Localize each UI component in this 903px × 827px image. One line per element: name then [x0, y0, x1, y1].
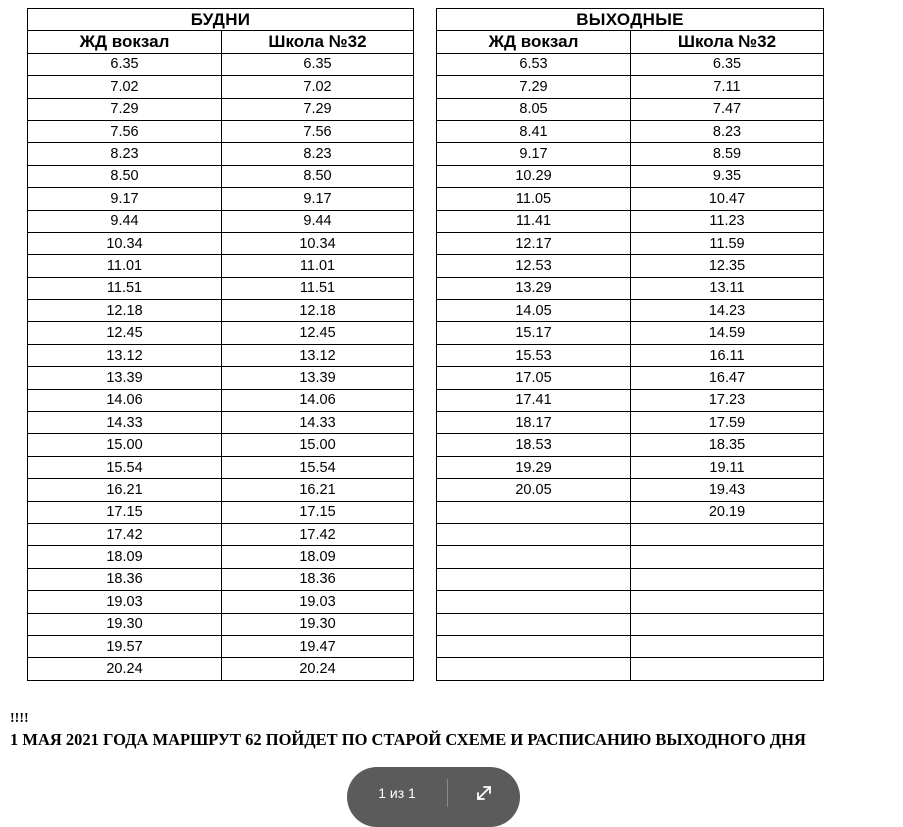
weekend-cell-station: 17.41 [437, 389, 631, 411]
notice-exclamation-marks: !!!! [10, 711, 29, 726]
weekdays-row [28, 300, 414, 322]
weekend-row [437, 120, 824, 142]
weekend-row [437, 501, 824, 523]
weekdays-cell-school: 14.06 [222, 389, 414, 411]
weekend-row [437, 591, 824, 613]
weekend-row [437, 479, 824, 501]
weekdays-cell-school: 13.39 [222, 367, 414, 389]
weekend-row [437, 76, 824, 98]
weekend-cell-station [437, 658, 631, 680]
fullscreen-button[interactable] [448, 767, 520, 819]
weekdays-cell-school: 9.44 [222, 210, 414, 232]
weekdays-cell-school: 8.23 [222, 143, 414, 165]
weekdays-cell-station: 8.23 [28, 143, 222, 165]
weekend-row [437, 143, 824, 165]
weekend-cell-school: 19.11 [631, 456, 824, 478]
weekdays-cell-school: 17.42 [222, 523, 414, 545]
weekend-cell-school: 19.43 [631, 479, 824, 501]
weekdays-row [28, 53, 414, 75]
weekend-cell-station: 8.05 [437, 98, 631, 120]
weekdays-cell-station: 12.45 [28, 322, 222, 344]
weekdays-row [28, 76, 414, 98]
weekdays-cell-station: 7.02 [28, 76, 222, 98]
weekend-row [437, 389, 824, 411]
weekdays-cell-station: 15.00 [28, 434, 222, 456]
notice-message: 1 МАЯ 2021 ГОДА МАРШРУТ 62 ПОЙДЕТ ПО СТАРОЙ СХЕМЕ И РАСПИСАНИЮ ВЫХОДНОГО ДНЯ [10, 730, 806, 749]
weekdays-cell-school: 11.01 [222, 255, 414, 277]
weekend-cell-station: 11.05 [437, 188, 631, 210]
weekend-cell-school [631, 568, 824, 590]
weekend-cell-school: 18.35 [631, 434, 824, 456]
weekend-row [437, 322, 824, 344]
weekend-cell-school: 8.23 [631, 120, 824, 142]
weekdays-cell-station: 10.34 [28, 232, 222, 254]
weekend-cell-station: 12.17 [437, 232, 631, 254]
weekdays-cell-station: 12.18 [28, 300, 222, 322]
weekend-cell-school: 9.35 [631, 165, 824, 187]
weekdays-cell-school: 15.54 [222, 456, 414, 478]
weekdays-col-station: ЖД вокзал [28, 31, 222, 53]
weekend-cell-station: 19.29 [437, 456, 631, 478]
weekdays-cell-school: 18.36 [222, 568, 414, 590]
schedule-change-notice [10, 712, 896, 749]
weekend-cell-station [437, 546, 631, 568]
weekdays-cell-station: 14.06 [28, 389, 222, 411]
weekend-cell-station [437, 591, 631, 613]
weekend-cell-station: 6.53 [437, 53, 631, 75]
weekdays-cell-station: 9.44 [28, 210, 222, 232]
weekend-row [437, 165, 824, 187]
weekdays-row [28, 613, 414, 635]
weekend-row [437, 98, 824, 120]
weekend-col-station: ЖД вокзал [437, 31, 631, 53]
weekdays-cell-school: 18.09 [222, 546, 414, 568]
weekdays-cell-school: 15.00 [222, 434, 414, 456]
weekend-cell-station: 20.05 [437, 479, 631, 501]
weekdays-cell-station: 7.56 [28, 120, 222, 142]
weekend-row [437, 277, 824, 299]
weekend-cell-school: 11.23 [631, 210, 824, 232]
weekend-cell-school: 14.59 [631, 322, 824, 344]
weekdays-cell-station: 18.36 [28, 568, 222, 590]
weekdays-cell-school: 7.02 [222, 76, 414, 98]
weekend-row [437, 232, 824, 254]
weekend-row [437, 188, 824, 210]
weekdays-row [28, 210, 414, 232]
weekend-cell-station: 10.29 [437, 165, 631, 187]
weekdays-row [28, 188, 414, 210]
weekdays-cell-station: 9.17 [28, 188, 222, 210]
weekdays-cell-school: 8.50 [222, 165, 414, 187]
weekdays-row [28, 255, 414, 277]
weekdays-cell-school: 19.03 [222, 591, 414, 613]
weekend-cell-school: 11.59 [631, 232, 824, 254]
weekdays-row [28, 344, 414, 366]
weekend-cell-school: 12.35 [631, 255, 824, 277]
weekend-cell-station: 7.29 [437, 76, 631, 98]
weekend-cell-school: 13.11 [631, 277, 824, 299]
weekend-cell-station [437, 523, 631, 545]
weekdays-cell-school: 20.24 [222, 658, 414, 680]
weekend-row [437, 635, 824, 657]
weekdays-cell-station: 13.12 [28, 344, 222, 366]
weekdays-row [28, 98, 414, 120]
weekend-cell-school [631, 658, 824, 680]
weekend-cell-school [631, 546, 824, 568]
weekdays-row [28, 523, 414, 545]
weekend-cell-school: 16.11 [631, 344, 824, 366]
weekend-cell-station: 18.17 [437, 412, 631, 434]
weekdays-cell-school: 10.34 [222, 232, 414, 254]
weekdays-row [28, 591, 414, 613]
weekend-row [437, 613, 824, 635]
weekend-cell-school: 14.23 [631, 300, 824, 322]
weekdays-cell-school: 12.18 [222, 300, 414, 322]
weekdays-cell-station: 6.35 [28, 53, 222, 75]
weekdays-cell-school: 9.17 [222, 188, 414, 210]
weekdays-cell-school: 17.15 [222, 501, 414, 523]
weekend-row [437, 546, 824, 568]
weekdays-row [28, 568, 414, 590]
weekend-cell-station: 8.41 [437, 120, 631, 142]
weekdays-cell-school: 16.21 [222, 479, 414, 501]
weekend-cell-station [437, 635, 631, 657]
weekend-row [437, 210, 824, 232]
weekend-row [437, 344, 824, 366]
weekend-cell-school: 7.47 [631, 98, 824, 120]
weekend-cell-station [437, 613, 631, 635]
weekend-cell-school: 10.47 [631, 188, 824, 210]
weekdays-row [28, 322, 414, 344]
weekend-title: ВЫХОДНЫЕ [437, 9, 824, 31]
weekend-row [437, 434, 824, 456]
weekdays-cell-station: 11.51 [28, 277, 222, 299]
weekdays-cell-station: 17.15 [28, 501, 222, 523]
weekend-row [437, 568, 824, 590]
weekend-schedule-table [436, 8, 824, 681]
weekend-row [437, 255, 824, 277]
weekdays-row [28, 232, 414, 254]
weekend-cell-school: 6.35 [631, 53, 824, 75]
weekend-cell-station: 17.05 [437, 367, 631, 389]
weekdays-cell-station: 19.57 [28, 635, 222, 657]
weekdays-cell-school: 14.33 [222, 412, 414, 434]
weekend-cell-school: 20.19 [631, 501, 824, 523]
weekend-row [437, 367, 824, 389]
weekend-cell-station [437, 501, 631, 523]
weekend-cell-school: 7.11 [631, 76, 824, 98]
weekend-cell-station: 15.53 [437, 344, 631, 366]
weekdays-row [28, 389, 414, 411]
weekend-col-school: Школа №32 [631, 31, 824, 53]
weekend-cell-school [631, 591, 824, 613]
weekend-row [437, 412, 824, 434]
weekdays-row [28, 277, 414, 299]
weekdays-cell-school: 19.47 [222, 635, 414, 657]
weekend-row [437, 456, 824, 478]
weekdays-cell-station: 7.29 [28, 98, 222, 120]
page-counter: 1 из 1 [378, 785, 416, 801]
weekend-cell-station: 13.29 [437, 277, 631, 299]
weekdays-row [28, 143, 414, 165]
weekend-cell-school: 16.47 [631, 367, 824, 389]
weekdays-row [28, 434, 414, 456]
weekdays-cell-station: 19.03 [28, 591, 222, 613]
weekdays-cell-station: 13.39 [28, 367, 222, 389]
weekdays-row [28, 456, 414, 478]
weekdays-row [28, 501, 414, 523]
weekdays-cell-station: 17.42 [28, 523, 222, 545]
weekdays-cell-school: 12.45 [222, 322, 414, 344]
weekdays-cell-station: 11.01 [28, 255, 222, 277]
weekend-cell-school [631, 635, 824, 657]
weekend-cell-station [437, 568, 631, 590]
document-viewer-toolbar [347, 767, 520, 827]
weekdays-cell-school: 7.29 [222, 98, 414, 120]
weekend-cell-school: 17.59 [631, 412, 824, 434]
weekend-cell-school [631, 613, 824, 635]
weekdays-row [28, 367, 414, 389]
weekend-cell-school: 8.59 [631, 143, 824, 165]
weekdays-row [28, 635, 414, 657]
expand-arrows-icon [474, 783, 494, 803]
weekdays-cell-station: 16.21 [28, 479, 222, 501]
weekdays-row [28, 120, 414, 142]
weekdays-row [28, 412, 414, 434]
weekdays-cell-school: 19.30 [222, 613, 414, 635]
weekdays-row [28, 165, 414, 187]
weekdays-cell-school: 13.12 [222, 344, 414, 366]
weekend-cell-station: 12.53 [437, 255, 631, 277]
weekend-cell-station: 18.53 [437, 434, 631, 456]
weekdays-cell-school: 7.56 [222, 120, 414, 142]
weekdays-schedule-table [27, 8, 414, 681]
weekend-cell-school: 17.23 [631, 389, 824, 411]
weekend-cell-station: 14.05 [437, 300, 631, 322]
weekend-cell-station: 11.41 [437, 210, 631, 232]
weekdays-col-school: Школа №32 [222, 31, 414, 53]
weekend-row [437, 53, 824, 75]
weekdays-row [28, 479, 414, 501]
weekdays-cell-station: 19.30 [28, 613, 222, 635]
weekdays-row [28, 658, 414, 680]
weekdays-cell-station: 14.33 [28, 412, 222, 434]
weekdays-cell-school: 11.51 [222, 277, 414, 299]
weekdays-row [28, 546, 414, 568]
weekend-cell-station: 9.17 [437, 143, 631, 165]
weekend-cell-school [631, 523, 824, 545]
weekdays-title: БУДНИ [28, 9, 414, 31]
weekdays-cell-station: 18.09 [28, 546, 222, 568]
weekend-row [437, 300, 824, 322]
weekend-row [437, 523, 824, 545]
weekdays-cell-school: 6.35 [222, 53, 414, 75]
weekdays-cell-station: 8.50 [28, 165, 222, 187]
weekend-cell-station: 15.17 [437, 322, 631, 344]
weekdays-cell-station: 20.24 [28, 658, 222, 680]
weekend-row [437, 658, 824, 680]
weekdays-cell-station: 15.54 [28, 456, 222, 478]
